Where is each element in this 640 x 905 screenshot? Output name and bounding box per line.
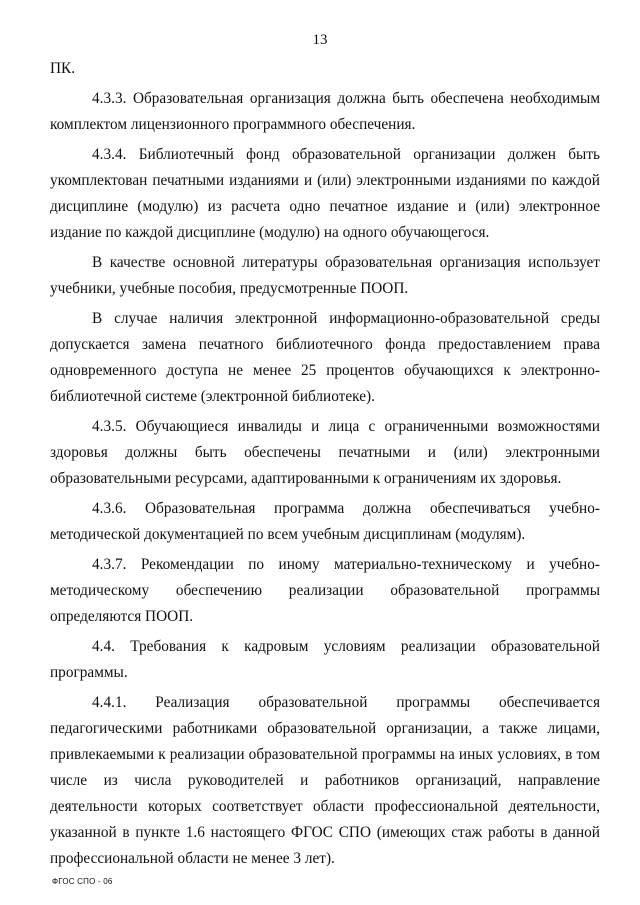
paragraph-4-4: 4.4. Требования к кадровым условиям реализации образовательной программы.: [50, 638, 600, 681]
paragraph-4-3-6: 4.3.6. Образовательная программа должна обеспечиваться учебно-методической документацией по всем учебным дисциплинам (модулям).: [50, 500, 600, 543]
paragraph-electronic-environment: В случае наличия электронной информационно-образовательной среды допускается замена печатного библиотечного фонда предоставлением права одновременного доступа не менее 25 процентов обучающихся к электронно-библиотечной системе (электронной библиотеке).: [50, 310, 600, 405]
paragraph-continuation: ПК.: [50, 60, 76, 77]
paragraph-main-literature: В качестве основной литературы образовательная организация использует учебники, учебные пособия, предусмотренные ПООП.: [50, 254, 600, 297]
paragraph-4-4-1: 4.4.1. Реализация образовательной программы обеспечивается педагогическими работниками образовательной организации, а также лицами, привлекаемыми к реализации образовательной программы на иных условиях, в том числе из числа руководителей и работников организаций, направление деятельности которых соответствует области профессиональной деятельности, указанной в пункте 1.6 настоящего ФГОС СПО (имеющих стаж работы в данной профессиональной области не менее 3 лет).: [50, 694, 600, 867]
page-number: 13: [312, 32, 328, 48]
paragraph-4-3-4: 4.3.4. Библиотечный фонд образовательной организации должен быть укомплектован печатными изданиями и (или) электронными изданиями по каждой дисциплине (модулю) из расчета одно печатное издание и (или) электронное издание по каждой дисциплине (модулю) на одного обучающегося.: [50, 146, 600, 241]
paragraph-4-3-7: 4.3.7. Рекомендации по иному материально-техническому и учебно-методическому обеспечению реализации образовательной программы определяются ПООП.: [50, 556, 600, 625]
document-body: [50, 56, 600, 872]
footer-code: ФГОС СПО - 06: [52, 877, 113, 886]
paragraph-4-3-3: 4.3.3. Образовательная организация должна быть обеспечена необходимым комплектом лицензионного программного обеспечения.: [50, 90, 600, 133]
paragraph-4-3-5: 4.3.5. Обучающиеся инвалиды и лица с ограниченными возможностями здоровья должны быть обеспечены печатными и (или) электронными образовательными ресурсами, адаптированными к ограничениям их здоровья.: [50, 418, 600, 487]
